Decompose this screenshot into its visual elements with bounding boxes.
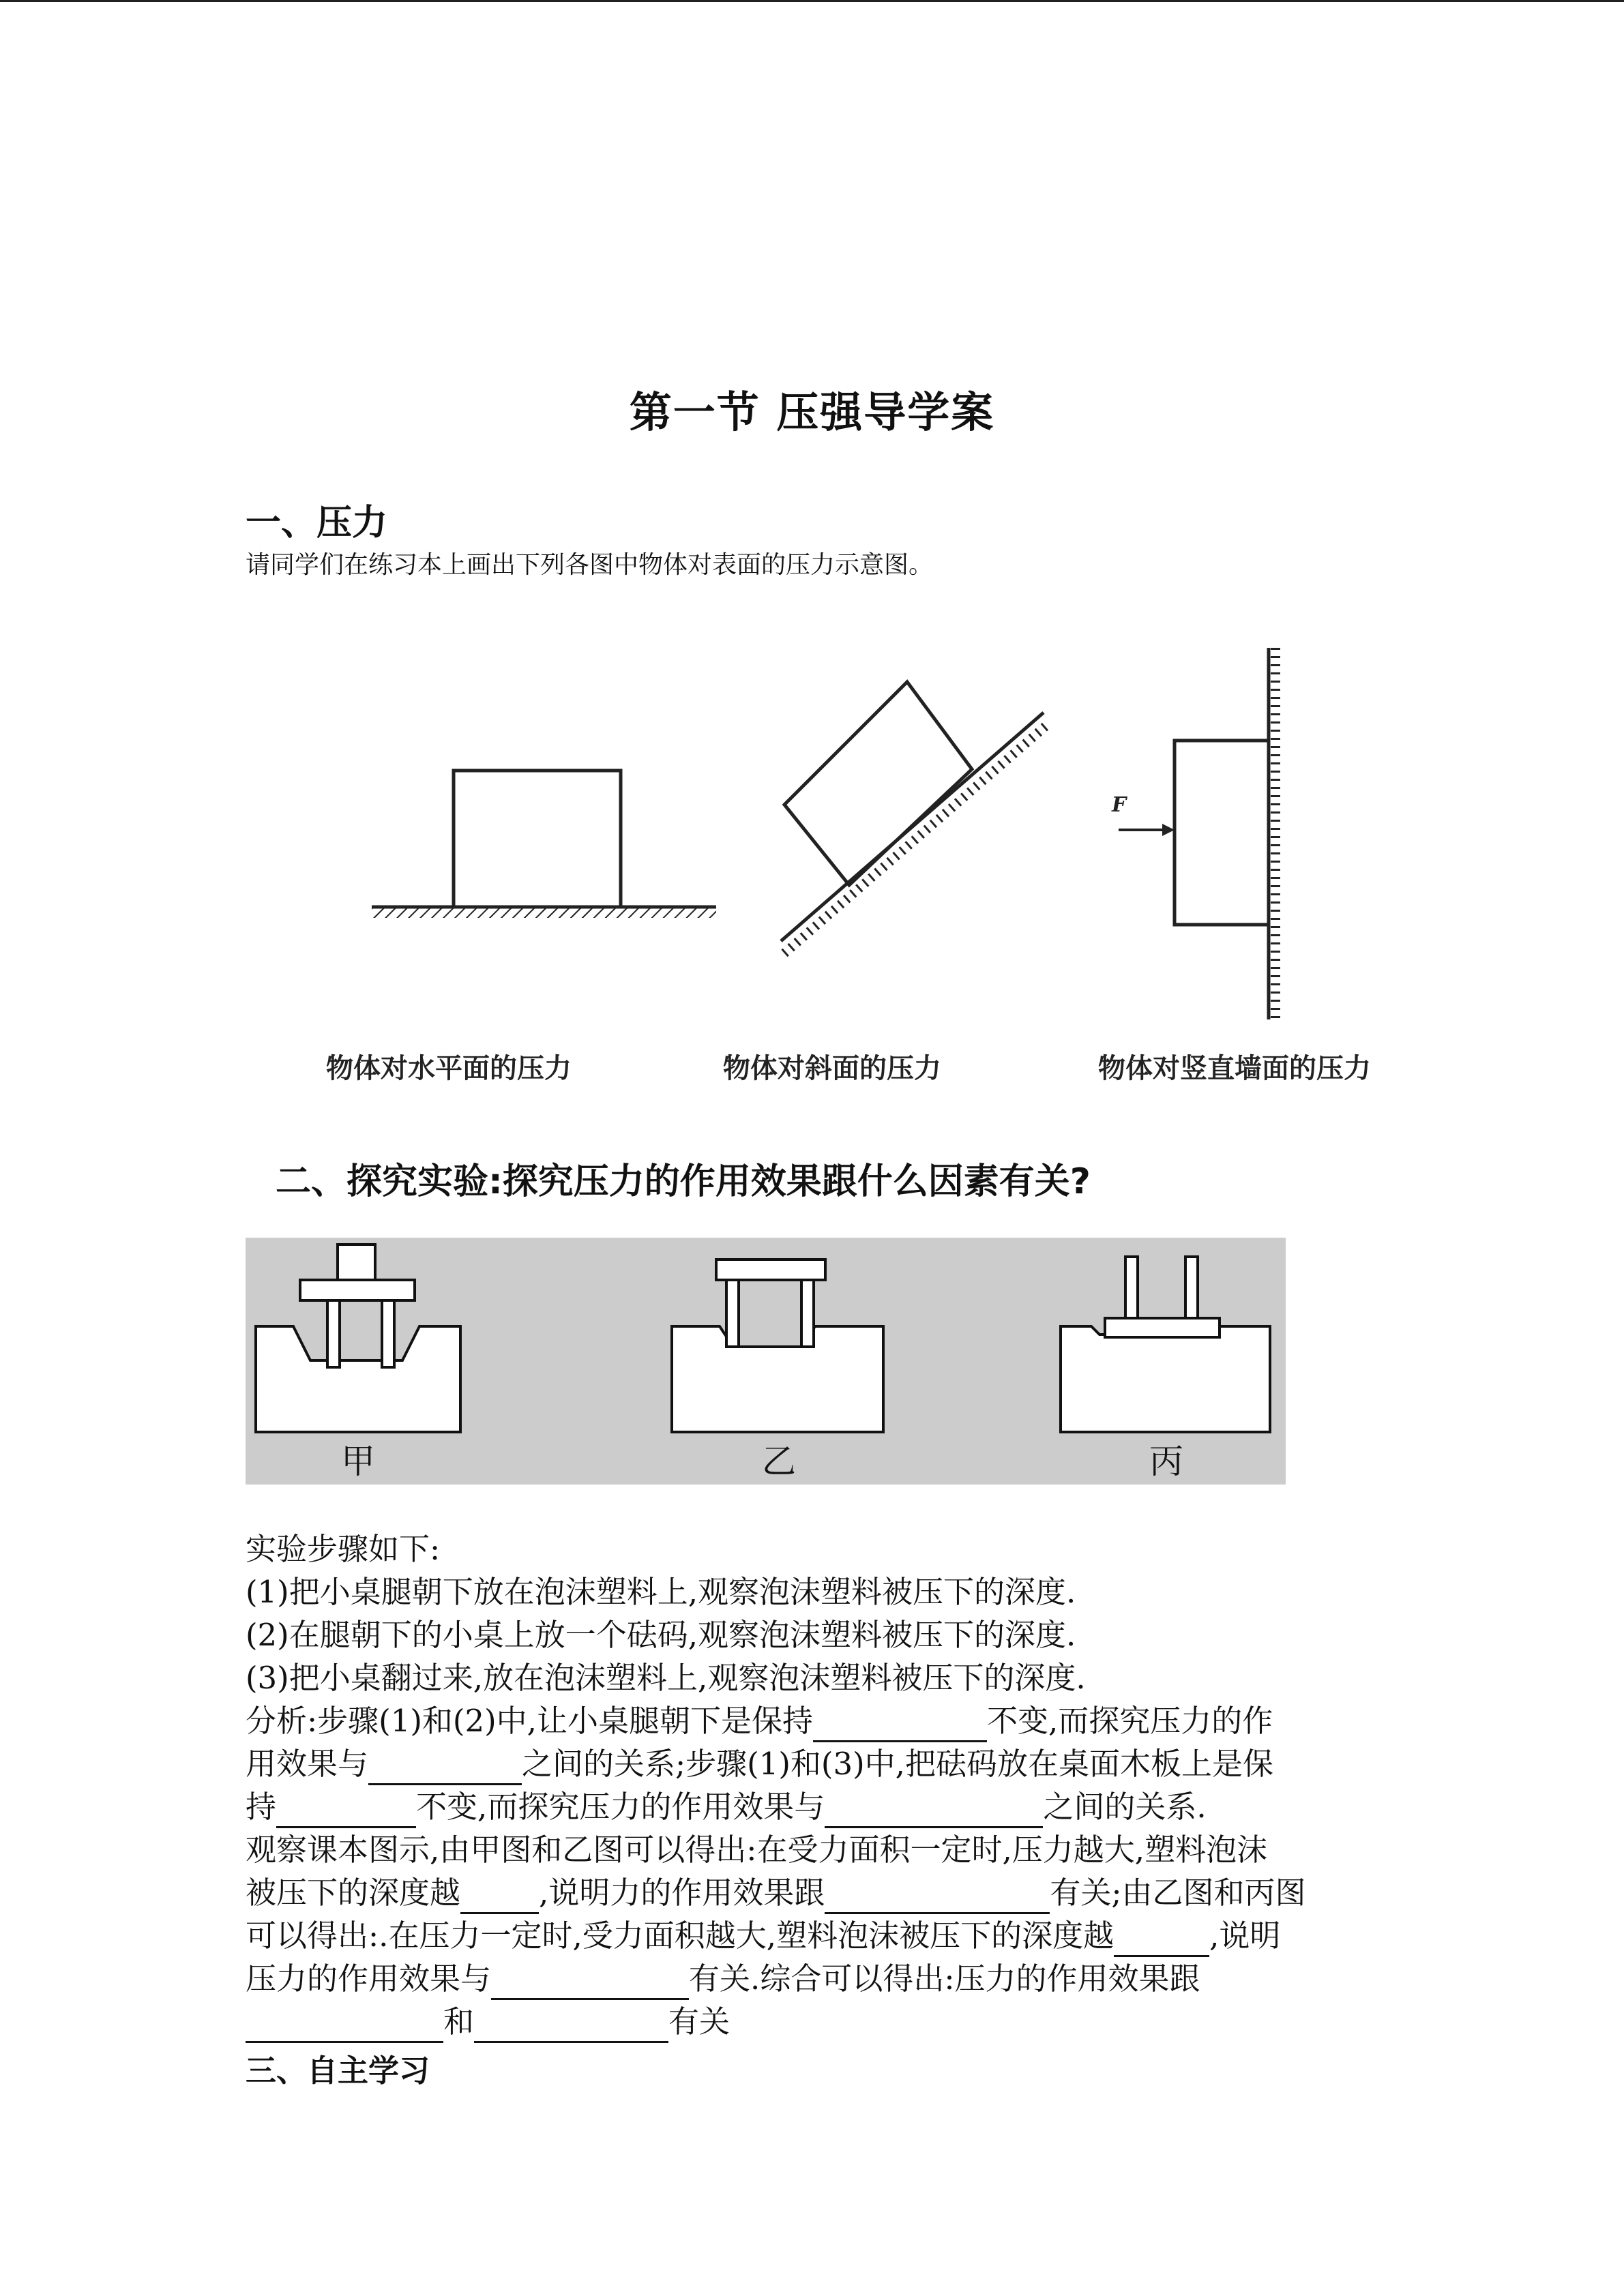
ground-hatch [372, 908, 716, 918]
table-leg-left [1125, 1257, 1138, 1318]
fill-blank[interactable] [825, 1795, 1043, 1828]
section2-heading: 二、探究实验:探究压力的作用效果跟什么因素有关? [276, 1161, 1091, 1202]
figure-wall [1098, 648, 1371, 1084]
foam [1061, 1326, 1270, 1432]
incline-hatch [784, 725, 1047, 953]
observe-line-4: 压力的作用效果与 有关.综合可以得出:压力的作用效果跟 [246, 1957, 1378, 2000]
analysis-line-1: 分析:步骤(1)和(2)中,让小桌腿朝下是保持 不变,而探究压力的作 [246, 1699, 1378, 1742]
section3-heading: 三、自主学习 [246, 2053, 430, 2089]
observe-line-5: 和 有关 [246, 2000, 1378, 2043]
table-leg-right [801, 1279, 814, 1347]
analysis-line-2: 用效果与 之间的关系;步骤(1)和(3)中,把砝码放在桌面木板上是保 [246, 1742, 1378, 1785]
step-2: (2)在腿朝下的小桌上放一个砝码,观察泡沫塑料被压下的深度. [246, 1617, 1076, 1653]
page-title: 第一节 压强导学案 [629, 387, 995, 437]
steps-intro: 实验步骤如下: [246, 1531, 441, 1567]
section1-heading: 一、压力 [246, 503, 388, 543]
top-border [0, 0, 1624, 2]
fill-blank[interactable] [276, 1795, 416, 1828]
fill-blank[interactable] [813, 1709, 987, 1742]
observe-line-2: 被压下的深度越 ,说明力的作用效果跟 有关;由乙图和丙图 [246, 1871, 1378, 1914]
figure-caption: 物体对竖直墙面的压力 [1098, 1053, 1371, 1084]
force-label: F [1112, 793, 1127, 817]
fill-blank[interactable] [368, 1752, 522, 1785]
weight [338, 1244, 375, 1280]
block [1175, 741, 1269, 925]
figure-caption: 物体对水平面的压力 [326, 1053, 572, 1084]
figure-incline [723, 682, 1047, 1084]
step-3: (3)把小桌翻过来,放在泡沫塑料上,观察泡沫塑料被压下的深度. [246, 1660, 1086, 1696]
table-leg-left [327, 1299, 340, 1367]
table-leg-right [382, 1299, 394, 1367]
observe-line-3: 可以得出:.在压力一定时,受力面积越大,塑料泡沫被压下的深度越 ,说明 [246, 1914, 1378, 1957]
table-leg-left [726, 1279, 739, 1347]
experiment-figure [246, 1238, 1286, 1485]
fill-blank[interactable] [825, 1881, 1050, 1914]
fill-blank[interactable] [1114, 1924, 1209, 1957]
arrow-head [1162, 824, 1175, 836]
table-top [1105, 1318, 1220, 1337]
panel-label: 乙 [762, 1442, 796, 1481]
figure-horizontal [326, 771, 716, 1084]
fill-blank[interactable] [474, 2010, 668, 2043]
panel-label: 丙 [1149, 1442, 1183, 1481]
section1-intro: 请同学们在练习本上画出下列各图中物体对表面的压力示意图。 [246, 551, 934, 579]
table-top [716, 1259, 825, 1280]
table-top [300, 1280, 415, 1300]
figure-caption: 物体对斜面的压力 [723, 1053, 941, 1084]
fill-blank[interactable] [491, 1967, 689, 2000]
panel-label: 甲 [341, 1442, 375, 1481]
observe-line-1: 观察课本图示,由甲图和乙图可以得出:在受力面积一定时,压力越大,塑料泡沫 [246, 1832, 1268, 1868]
experiment-text [246, 1527, 1378, 2043]
table-leg-right [1185, 1257, 1198, 1318]
block [454, 771, 621, 907]
fill-blank[interactable] [460, 1881, 539, 1914]
fill-blank[interactable] [246, 2010, 443, 2043]
step-1: (1)把小桌腿朝下放在泡沫塑料上,观察泡沫塑料被压下的深度. [246, 1574, 1076, 1610]
analysis-line-3: 持 不变,而探究压力的作用效果与 之间的关系. [246, 1785, 1378, 1828]
pressure-diagrams [314, 607, 1405, 1112]
